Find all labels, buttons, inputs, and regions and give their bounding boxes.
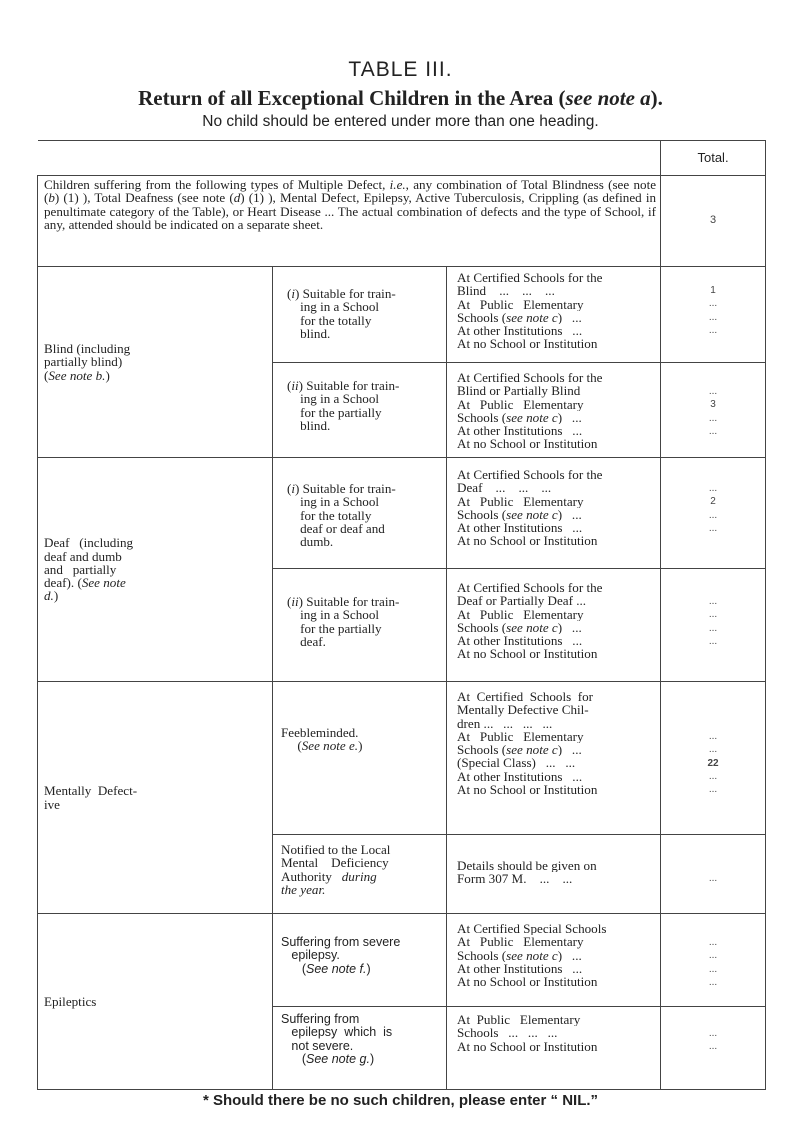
epileptics-sub2-label: Suffering from epilepsy which is not severe. (See note g.)	[273, 1007, 447, 1090]
deaf-row-1	[38, 458, 766, 569]
blind-sub2-label: (ii) Suitable for train- ing in a School for the partially blind.	[273, 363, 447, 458]
return-table	[37, 140, 766, 1090]
deaf-sub2-label: (ii) Suitable for train- ing in a School for the partially deaf.	[273, 569, 447, 682]
blind-row-1	[38, 267, 766, 363]
mental-row-1	[38, 682, 766, 835]
epileptics-category-label: Epileptics	[38, 914, 273, 1090]
deaf-sub2-options: At Certified Schools for the Deaf or Partially Deaf ... At Public Elementary Schools (see note c) ... At other Institutions ... At no School or Institution	[447, 569, 661, 682]
table-instruction: No child should be entered under more than one heading.	[202, 113, 599, 130]
multiple-defect-row	[38, 176, 766, 267]
blind-sub2-values: ... 3 ... ...	[661, 363, 766, 458]
table-number: TABLE III.	[348, 58, 453, 81]
deaf-sub2-values: ... ... ... ...	[661, 569, 766, 682]
mental-sub1-options: At Certified Schools for Mentally Defective Chil- dren ... ... ... ... At Public Elementary Schools (see note c) ... (Special Class) ... ... At other Institutions ... At no School or Institution	[447, 682, 661, 835]
table-title: Return of all Exceptional Children in the Area (see note a).	[138, 86, 663, 110]
mental-sub2-label: Notified to the Local Mental Deficiency Authority during the year.	[273, 835, 447, 914]
header-row	[38, 141, 766, 176]
mental-sub1-values: ... ... 22 ... ...	[661, 682, 766, 835]
epileptics-row-1	[38, 914, 766, 1007]
blind-category-label: Blind (including partially blind) (See note b.)	[38, 267, 273, 458]
mental-sub2-values: ...	[661, 835, 766, 914]
deaf-sub1-options: At Certified Schools for the Deaf ... ... ... At Public Elementary Schools (see note c) ... At other Institutions ... At no School or Institution	[447, 458, 661, 569]
blind-sub2-options: At Certified Schools for the Blind or Partially Blind At Public Elementary Schools (see note c) ... At other Institutions ... At no School or Institution	[447, 363, 661, 458]
epileptics-sub1-label: Suffering from severe epilepsy. (See note f.)	[273, 914, 447, 1007]
epileptics-sub1-options: At Certified Special Schools At Public Elementary Schools (see note c) ... At other Institutions ... At no School or Institution	[447, 914, 661, 1007]
deaf-sub1-values: ... 2 ... ...	[661, 458, 766, 569]
deaf-sub1-label: (i) Suitable for train- ing in a School for the totally deaf or deaf and dumb.	[273, 458, 447, 569]
epileptics-sub1-values: ... ... ... ...	[661, 914, 766, 1007]
blind-sub1-options: At Certified Schools for the Blind ... ... ... At Public Elementary Schools (see note c) ... At other Institutions ... At no School or Institution	[447, 267, 661, 363]
footnote: * Should there be no such children, please enter “ NIL.”	[202, 1092, 599, 1109]
blind-sub1-values: 1 ... ... ...	[661, 267, 766, 363]
mental-sub1-label: Feebleminded. (See note e.)	[273, 682, 447, 835]
blind-sub1-label: (i) Suitable for train- ing in a School for the totally blind.	[273, 267, 447, 363]
total-column-header: Total.	[661, 141, 766, 176]
epileptics-sub2-values: ... ...	[661, 1007, 766, 1090]
mental-sub2-options: Details should be given on Form 307 M. ... ...	[447, 835, 661, 914]
epileptics-sub2-options: At Public Elementary Schools ... ... ... At no School or Institution	[447, 1007, 661, 1090]
mental-category-label: Mentally Defect- ive	[38, 682, 273, 914]
multiple-defect-text: Children suffering from the following types of Multiple Defect, i.e., any combination of Total Blindness (see note (b) (1) ), Total Deafness (see note (d) (1) ), Mental Defect, Epilepsy, Active Tuberculosis, Crippling (as defined in penultimate category of the Table), or Heart Disease ... The actual combination of defects and the type of School, if any, attended should be indicated on a separate sheet.	[38, 176, 661, 267]
deaf-category-label: Deaf (including deaf and dumb and partially deaf). (See note d.)	[38, 458, 273, 682]
multiple-defect-total: 3	[661, 176, 766, 267]
